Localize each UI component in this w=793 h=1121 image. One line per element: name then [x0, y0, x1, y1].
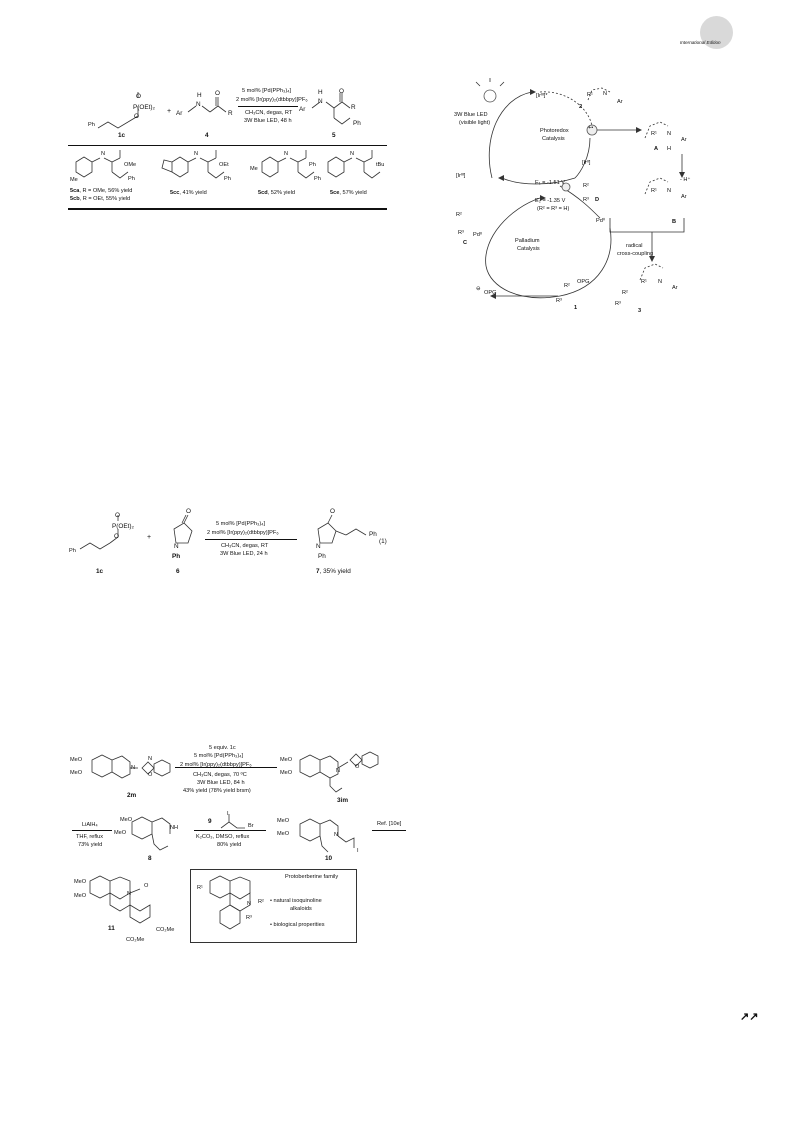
r4-label: 4	[205, 132, 209, 139]
reagent-9-br: Br	[248, 823, 254, 829]
num-1: 1	[574, 305, 578, 311]
proto-n: N	[247, 901, 252, 907]
eq1-r6-n: N	[174, 543, 179, 550]
fragB-n: N	[667, 188, 672, 194]
palladium-1: Palladium	[515, 238, 540, 244]
f11-o: O	[144, 883, 149, 889]
p1-n: N	[336, 768, 341, 774]
letter-C: C	[463, 240, 468, 246]
p5-n: N	[318, 98, 323, 105]
e1-potential: E₁ = -1.51 V	[535, 180, 566, 186]
journal-name: International Edition	[680, 40, 721, 45]
p1-meo1: MeO	[280, 757, 293, 763]
s5ca-ph: Ph	[128, 176, 135, 182]
label-5ca: 5ca	[70, 188, 80, 194]
proto-bullet-1-text: natural isoquinoline	[273, 898, 322, 904]
s5cc-ph: Ph	[224, 176, 231, 182]
opg-out: OPG	[484, 290, 497, 296]
reagent-9-i: I	[227, 811, 229, 817]
eq1-reactant-6	[166, 515, 206, 555]
p5-ar: Ar	[299, 106, 306, 113]
photoredox-2: Catalysis	[542, 136, 565, 142]
ir2-label: [Irᴵᴵ]	[582, 160, 591, 166]
fragC-r3: R³	[458, 230, 464, 236]
protoberberine-structure	[200, 873, 270, 937]
sm-label: 2m	[127, 792, 137, 799]
radical-1: radical	[626, 243, 643, 249]
eq1-p7-ph2: Ph	[369, 531, 377, 538]
frag3-ar: Ar	[672, 285, 678, 291]
p-3im-structure	[290, 752, 390, 800]
sm-o: O	[148, 772, 153, 778]
product-5cd-caption	[258, 190, 295, 196]
pd2-label: Pdᴵᴵ	[473, 232, 482, 238]
sm-meo1: MeO	[70, 757, 83, 763]
int-8-structure	[124, 814, 194, 864]
s5cd-ph1: Ph	[309, 162, 316, 168]
cond-top-1: 5 mol% [Pd(PPh₃)₄]	[242, 88, 292, 94]
i10-label: 10	[325, 855, 333, 862]
eq1-r6-label: 6	[176, 568, 180, 575]
radical-cation: +•	[588, 125, 594, 131]
s5ca-n: N	[101, 151, 106, 157]
fragA-r1: R¹	[651, 131, 657, 137]
reactant-4-structure	[176, 92, 231, 132]
fragD-r2: R²	[583, 183, 589, 189]
photoredox-1: Photoredox	[540, 128, 569, 134]
p1-o: O	[355, 764, 360, 770]
reagent-9-label: 9	[208, 818, 212, 825]
frag3-r1: R¹	[641, 279, 647, 285]
fragB-ar: Ar	[681, 194, 687, 200]
sm-2m-structure	[82, 752, 182, 792]
continue-arrows-icon: ↗↗	[740, 1011, 759, 1023]
r4-o: O	[215, 90, 220, 97]
plus-sign: +	[167, 108, 172, 115]
reactant-1c-structure	[92, 88, 172, 138]
step4-ref: Ref. [10e]	[377, 821, 402, 827]
product-5ca-caption	[70, 188, 132, 194]
led-label-2: (visible light)	[459, 120, 491, 126]
i10-meo1: MeO	[277, 818, 290, 824]
eq1-p7-ph: Ph	[318, 553, 326, 560]
cond-top-3: CH₃CN, degas, RT	[245, 110, 293, 116]
proto-bullet-2: alkaloids	[290, 906, 312, 912]
eq1-cond-4: 3W Blue LED, 24 h	[220, 551, 268, 557]
step2-c3: 73% yield	[78, 842, 103, 848]
i8-label: 8	[148, 855, 152, 862]
step2-arrow	[72, 830, 112, 831]
label-5ce: 5ce	[330, 190, 340, 196]
eq1-p7-o: O	[330, 508, 335, 515]
scheme-top-rule-1	[68, 145, 387, 146]
e2-potential: E₂ = -1.35 V	[535, 198, 566, 204]
proto-bullet-3: • biological properities	[270, 922, 325, 928]
f11-co2me1: CO₂Me	[156, 927, 175, 933]
p1-label: 3im	[337, 797, 349, 804]
sm-n: N	[131, 765, 136, 771]
sm-n2: N	[148, 756, 153, 762]
product-5cc-caption	[170, 190, 207, 196]
text-5cb: , R = OEt, 55% yield	[79, 196, 131, 202]
label-5cb: 5cb	[70, 196, 80, 202]
p1-meo2: MeO	[280, 770, 293, 776]
r1c-ph: Ph	[88, 122, 95, 128]
e2-note: (R² = R³ = H)	[537, 206, 570, 212]
num-2: 2	[579, 104, 583, 110]
frag3-n: N	[658, 279, 663, 285]
r4-r: R	[228, 110, 233, 117]
opg-neg: ⊖	[476, 286, 481, 292]
p5-o: O	[339, 88, 344, 95]
step2-c2: THF, reflux	[76, 834, 104, 840]
i8-meo2: MeO	[114, 830, 127, 836]
f11-meo1: MeO	[74, 879, 87, 885]
letter-B: B	[672, 219, 677, 225]
sm-meo2: MeO	[70, 770, 83, 776]
label-5cd: 5cd	[258, 190, 268, 196]
protoberberine-title: Protoberberine family	[285, 874, 339, 880]
text-5cd: , 52% yield	[267, 190, 296, 196]
eq1-plus: +	[147, 534, 152, 541]
eq1-r1-p: P(OEt)₂	[112, 523, 135, 530]
step1-c5: 3W Blue LED, 84 h	[197, 780, 245, 786]
ir3-star: [Irᴵᴵᴵ]*	[536, 93, 548, 99]
proto-bullet-3-text: biological properities	[273, 922, 325, 928]
s5ca-me: Me	[70, 177, 78, 183]
radical-2: cross-coupling	[617, 251, 654, 257]
text-5ca: , R = OMe, 56% yield	[79, 188, 133, 194]
product-5cb-caption	[70, 196, 130, 202]
s5ca-ome: OMe	[124, 162, 137, 168]
scheme-top-rule-2	[68, 208, 387, 210]
i10-n: N	[334, 832, 339, 838]
step1-c1: 5 equiv. 1c	[209, 745, 236, 751]
i10-i: I	[357, 848, 359, 854]
proto-r2: R²	[258, 899, 264, 905]
p5-r: R	[351, 104, 356, 111]
eq1-arrow	[205, 539, 297, 540]
eq1-r6-ph: Ph	[172, 553, 181, 560]
frag2-r1: R¹	[587, 92, 593, 98]
product-5ce-caption	[330, 190, 367, 196]
ir3-label: [Irᴵᴵᴵ]	[456, 173, 466, 179]
fragD-r3: R³	[583, 197, 589, 203]
label-5cc: 5cc	[170, 190, 180, 196]
step4-arrow	[372, 830, 406, 831]
s5cc-oet: OEt	[219, 162, 229, 168]
fragB-r1: R¹	[651, 188, 657, 194]
r4-h: H	[197, 92, 202, 99]
product-5ca-structure	[68, 150, 148, 190]
eq1-product-caption	[316, 568, 351, 575]
eq1-cond-1: 5 mol% [Pd(PPh₃)₄]	[216, 521, 266, 527]
step1-c4: CH₃CN, degas, 70 ºC	[193, 772, 247, 778]
s5cc-n: N	[194, 151, 199, 157]
product-5-structure	[298, 90, 373, 135]
letter-D: D	[595, 197, 600, 203]
proto-r1: R¹	[197, 885, 203, 891]
r4-n: N	[196, 101, 201, 108]
step1-c2: 5 mol% [Pd(PPh₃)₄]	[194, 753, 244, 759]
eq1-r6-o: O	[186, 508, 191, 515]
i8-meo1: MeO	[120, 817, 133, 823]
r1c-p: P(OEt)₂	[133, 104, 156, 111]
fragA-n: N	[667, 131, 672, 137]
text-5cc: , 41% yield	[179, 190, 207, 196]
step1-c3: 2 mol% [Ir(ppy)₂(dtbbpy)]PF₆	[180, 762, 252, 768]
f11-co2me2: CO₂Me	[126, 937, 145, 943]
pd0-label: Pd⁰	[596, 218, 606, 224]
s5ce-n: N	[350, 151, 355, 157]
eq1-p7-n: N	[316, 543, 321, 550]
frag1-r3: R³	[556, 298, 562, 304]
i8-nh: NH	[170, 825, 179, 831]
p5-h: H	[318, 89, 323, 96]
fragC-r2: R²	[456, 212, 462, 218]
eq1-cond-3: CH₃CN, degas, RT	[221, 543, 269, 549]
frag2-n: N	[603, 91, 608, 97]
f11-meo2: MeO	[74, 893, 87, 899]
eq1-r1-o2: O	[114, 533, 119, 540]
p5-ph: Ph	[353, 120, 361, 127]
frag2-ar: Ar	[617, 99, 623, 105]
r1c-o2: O	[134, 113, 139, 120]
fragA-h: H	[667, 146, 672, 152]
step1-c6: 43% yield (78% yield brsm)	[183, 788, 251, 794]
eq1-p7-yield: , 35% yield	[319, 568, 351, 575]
product-5ce-structure	[316, 150, 396, 190]
text-5ce: , 57% yield	[339, 190, 367, 196]
palladium-2: Catalysis	[517, 246, 540, 252]
product-5cc-structure	[160, 150, 240, 190]
eq1-r1-ph: Ph	[69, 548, 76, 554]
proto-r3: R³	[246, 915, 252, 921]
eq1-r1-o1: O	[115, 512, 120, 519]
frag1-r2: R²	[564, 283, 570, 289]
proto-bullet-1: • natural isoquinoline	[270, 898, 322, 904]
p5-label: 5	[332, 132, 336, 139]
cond-top-4: 3W Blue LED, 48 h	[244, 118, 292, 124]
eq1-number: (1)	[379, 538, 387, 545]
letter-A: A	[654, 146, 659, 152]
r1c-label: 1c	[118, 132, 126, 139]
eq1-cond-2: 2 mol% [Ir(ppy)₂(dtbbpy)]PF₆	[207, 530, 279, 536]
eq1-r1-label: 1c	[96, 568, 104, 575]
step3-c1: K₂CO₃, DMSO, reflux	[196, 834, 250, 840]
num-3: 3	[638, 308, 642, 314]
cond-top-2: 2 mol% [Ir(ppy)₂(dtbbpy)]PF₆	[236, 97, 308, 103]
h-plus: - H⁺	[680, 177, 691, 183]
reaction-arrow-top	[238, 106, 298, 107]
s5cd-me: Me	[250, 166, 258, 172]
r4-ar: Ar	[176, 110, 183, 117]
s5cd-ph2: Ph	[314, 176, 321, 182]
s5cd-n: N	[284, 151, 289, 157]
f11-n: N	[127, 891, 132, 897]
led-label-1: 3W Blue LED	[454, 112, 488, 118]
step2-c1: LiAlH₄	[82, 822, 98, 828]
step3-c2: 80% yield	[217, 842, 242, 848]
f11-label: 11	[108, 925, 115, 932]
fragA-ar: Ar	[681, 137, 687, 143]
frag3-r3: R³	[615, 301, 621, 307]
frag3-r2: R²	[622, 290, 628, 296]
r1c-o: O	[136, 93, 141, 100]
frag1-opg: OPG	[577, 279, 590, 285]
s5ce-tbu: tBu	[376, 162, 385, 168]
eq1-p7-label: 7	[316, 568, 320, 575]
i10-meo2: MeO	[277, 831, 290, 837]
